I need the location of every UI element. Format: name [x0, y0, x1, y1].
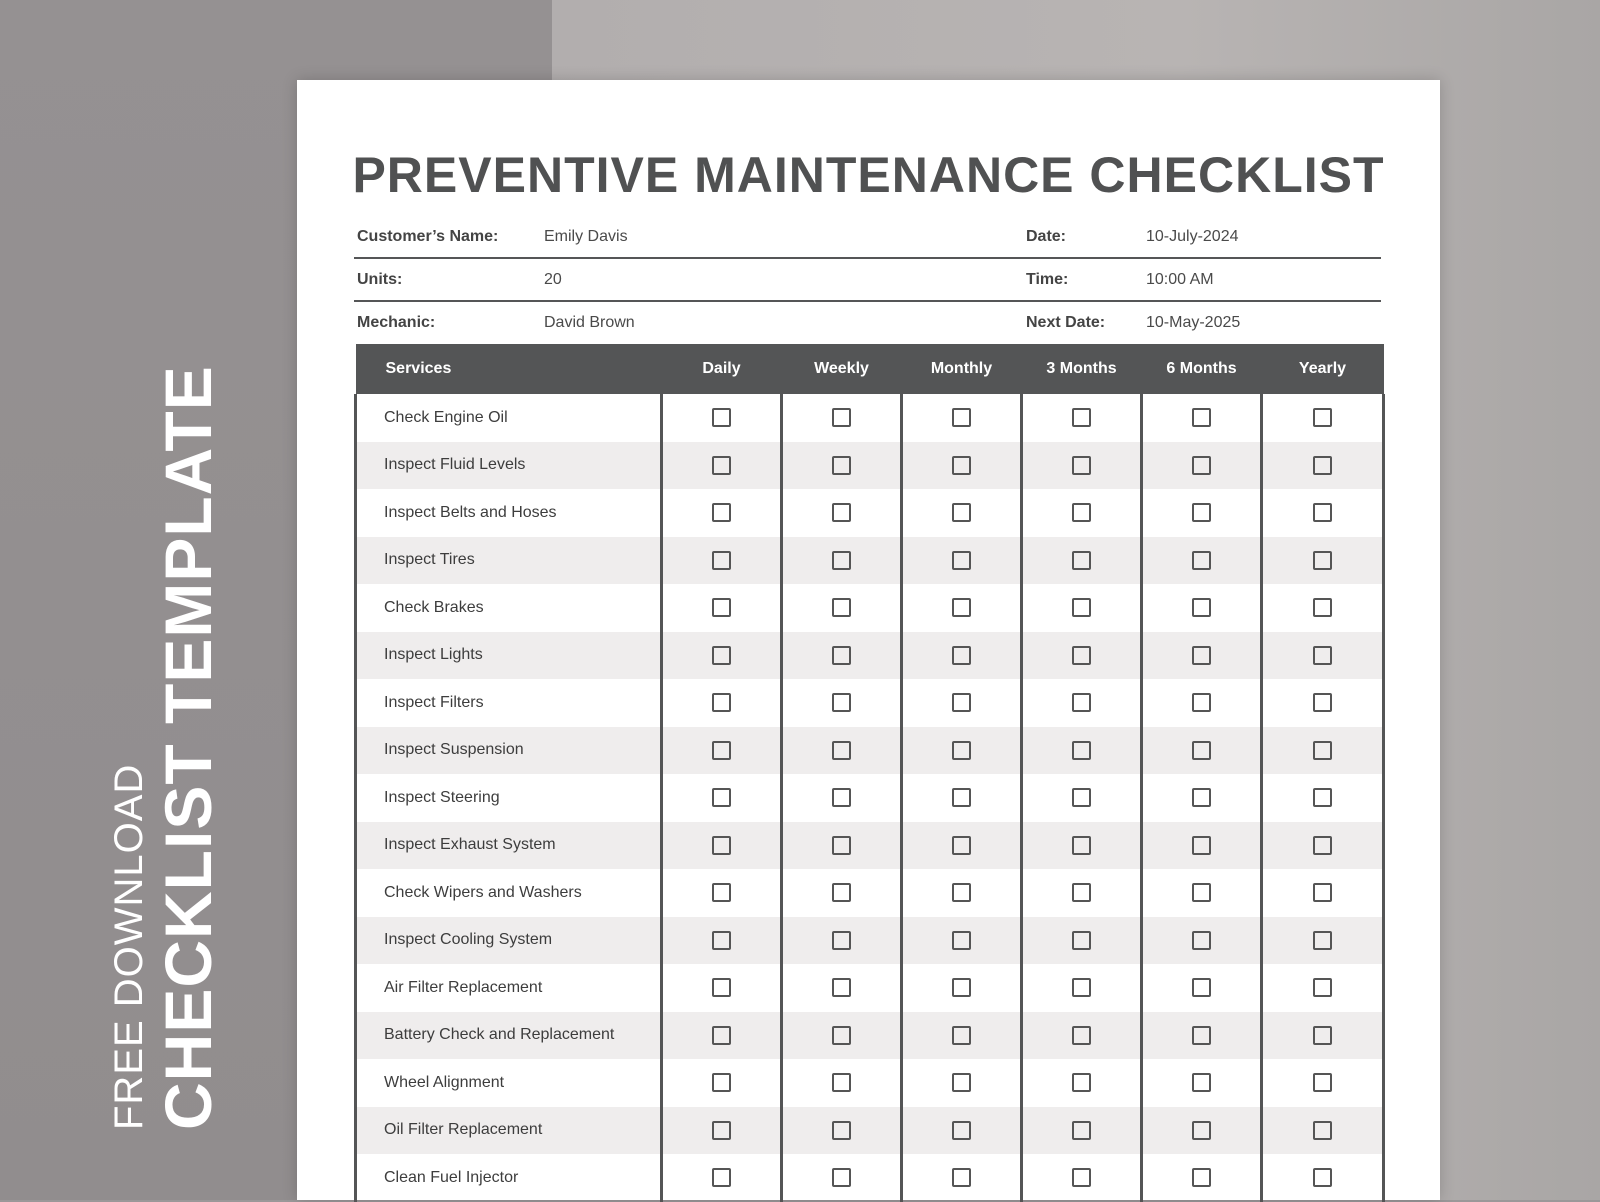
- mechanic-value: David Brown: [544, 314, 635, 331]
- cell-yearly: [1262, 537, 1384, 585]
- checkbox-daily[interactable]: [712, 598, 731, 617]
- cell-yearly: [1262, 1107, 1384, 1155]
- checkbox-6-months[interactable]: [1192, 693, 1211, 712]
- checkbox-weekly[interactable]: [832, 551, 851, 570]
- checkbox-yearly[interactable]: [1313, 693, 1332, 712]
- checkbox-weekly[interactable]: [832, 1026, 851, 1045]
- cell-yearly: [1262, 1012, 1384, 1060]
- checkbox-6-months[interactable]: [1192, 1121, 1211, 1140]
- checkbox-3-months[interactable]: [1072, 1121, 1091, 1140]
- side-banner: [105, 365, 223, 1130]
- cell-daily: [662, 822, 782, 870]
- units-label: Units:: [357, 271, 403, 288]
- cell-3-months: [1022, 917, 1142, 965]
- checkbox-daily[interactable]: [712, 931, 731, 950]
- cell-weekly: [782, 822, 902, 870]
- table-header-row: [356, 344, 1384, 394]
- cell-yearly: [1262, 394, 1384, 442]
- cell-yearly: [1262, 442, 1384, 490]
- checkbox-weekly[interactable]: [832, 788, 851, 807]
- checkbox-yearly[interactable]: [1313, 646, 1332, 665]
- side-banner-title: CHECKLIST TEMPLATE: [151, 365, 225, 1130]
- checkbox-yearly[interactable]: [1313, 1168, 1332, 1187]
- cell-daily: [662, 1154, 782, 1202]
- table-row: [356, 632, 1384, 680]
- checkbox-yearly[interactable]: [1313, 551, 1332, 570]
- checkbox-3-months[interactable]: [1072, 1073, 1091, 1092]
- table-row: [356, 774, 1384, 822]
- cell-yearly: [1262, 632, 1384, 680]
- checkbox-6-months[interactable]: [1192, 456, 1211, 475]
- cell-3-months: [1022, 1059, 1142, 1107]
- cell-3-months: [1022, 442, 1142, 490]
- cell-3-months: [1022, 679, 1142, 727]
- cell-3-months: [1022, 394, 1142, 442]
- checkbox-3-months[interactable]: [1072, 598, 1091, 617]
- checkbox-monthly[interactable]: [952, 503, 971, 522]
- cell-3-months: [1022, 537, 1142, 585]
- checkbox-3-months[interactable]: [1072, 456, 1091, 475]
- cell-3-months: [1022, 964, 1142, 1012]
- checkbox-3-months[interactable]: [1072, 1026, 1091, 1045]
- cell-6-months: [1142, 442, 1262, 490]
- cell-6-months: [1142, 1107, 1262, 1155]
- checkbox-monthly[interactable]: [952, 1073, 971, 1092]
- table-row: [356, 442, 1384, 490]
- cell-daily: [662, 774, 782, 822]
- checkbox-yearly[interactable]: [1313, 836, 1332, 855]
- checkbox-monthly[interactable]: [952, 693, 971, 712]
- cell-weekly: [782, 584, 902, 632]
- checkbox-yearly[interactable]: [1313, 978, 1332, 997]
- cell-weekly: [782, 1012, 902, 1060]
- checkbox-3-months[interactable]: [1072, 883, 1091, 902]
- checkbox-daily[interactable]: [712, 788, 731, 807]
- cell-3-months: [1022, 869, 1142, 917]
- cell-monthly: [902, 584, 1022, 632]
- cell-monthly: [902, 727, 1022, 775]
- checkbox-weekly[interactable]: [832, 408, 851, 427]
- info-section: [354, 216, 1381, 343]
- table-row: [356, 917, 1384, 965]
- service-name: Inspect Lights: [356, 632, 662, 680]
- cell-monthly: [902, 774, 1022, 822]
- service-name: Battery Check and Replacement: [356, 1012, 662, 1060]
- checkbox-weekly[interactable]: [832, 1073, 851, 1092]
- header-monthly: Monthly: [902, 344, 1022, 394]
- checkbox-yearly[interactable]: [1313, 931, 1332, 950]
- cell-weekly: [782, 727, 902, 775]
- checkbox-yearly[interactable]: [1313, 741, 1332, 760]
- service-name: Inspect Suspension: [356, 727, 662, 775]
- table-row: [356, 822, 1384, 870]
- service-name: Inspect Steering: [356, 774, 662, 822]
- cell-yearly: [1262, 679, 1384, 727]
- cell-monthly: [902, 917, 1022, 965]
- service-name: Air Filter Replacement: [356, 964, 662, 1012]
- checkbox-monthly[interactable]: [952, 646, 971, 665]
- cell-weekly: [782, 869, 902, 917]
- checkbox-6-months[interactable]: [1192, 883, 1211, 902]
- cell-weekly: [782, 489, 902, 537]
- table-row: [356, 1107, 1384, 1155]
- cell-daily: [662, 1059, 782, 1107]
- cell-daily: [662, 1012, 782, 1060]
- cell-monthly: [902, 869, 1022, 917]
- service-name: Clean Fuel Injector: [356, 1154, 662, 1202]
- checkbox-daily[interactable]: [712, 1073, 731, 1092]
- checkbox-monthly[interactable]: [952, 1121, 971, 1140]
- checkbox-6-months[interactable]: [1192, 788, 1211, 807]
- cell-weekly: [782, 394, 902, 442]
- date-value: 10-July-2024: [1146, 228, 1239, 245]
- checkbox-monthly[interactable]: [952, 551, 971, 570]
- cell-weekly: [782, 442, 902, 490]
- checkbox-yearly[interactable]: [1313, 788, 1332, 807]
- cell-6-months: [1142, 1059, 1262, 1107]
- cell-daily: [662, 394, 782, 442]
- checkbox-daily[interactable]: [712, 1121, 731, 1140]
- checkbox-3-months[interactable]: [1072, 931, 1091, 950]
- table-row: [356, 869, 1384, 917]
- customer-label: Customer’s Name:: [357, 228, 499, 245]
- checkbox-daily[interactable]: [712, 883, 731, 902]
- cell-daily: [662, 489, 782, 537]
- table-row: [356, 537, 1384, 585]
- cell-weekly: [782, 964, 902, 1012]
- checkbox-6-months[interactable]: [1192, 836, 1211, 855]
- cell-weekly: [782, 1107, 902, 1155]
- cell-3-months: [1022, 584, 1142, 632]
- cell-yearly: [1262, 822, 1384, 870]
- checkbox-daily[interactable]: [712, 1168, 731, 1187]
- checkbox-yearly[interactable]: [1313, 1073, 1332, 1092]
- checkbox-3-months[interactable]: [1072, 693, 1091, 712]
- checklist-document: [297, 80, 1440, 1200]
- service-name: Check Wipers and Washers: [356, 869, 662, 917]
- cell-weekly: [782, 774, 902, 822]
- cell-monthly: [902, 679, 1022, 727]
- checkbox-monthly[interactable]: [952, 408, 971, 427]
- cell-daily: [662, 679, 782, 727]
- checkbox-6-months[interactable]: [1192, 408, 1211, 427]
- checkbox-daily[interactable]: [712, 693, 731, 712]
- checkbox-6-months[interactable]: [1192, 1026, 1211, 1045]
- cell-monthly: [902, 1154, 1022, 1202]
- cell-daily: [662, 964, 782, 1012]
- cell-daily: [662, 442, 782, 490]
- cell-6-months: [1142, 489, 1262, 537]
- info-row-customer: [354, 216, 1381, 259]
- cell-monthly: [902, 394, 1022, 442]
- checkbox-6-months[interactable]: [1192, 741, 1211, 760]
- cell-6-months: [1142, 917, 1262, 965]
- table-row: [356, 1012, 1384, 1060]
- cell-yearly: [1262, 727, 1384, 775]
- service-name: Inspect Cooling System: [356, 917, 662, 965]
- checkbox-3-months[interactable]: [1072, 741, 1091, 760]
- cell-3-months: [1022, 1107, 1142, 1155]
- cell-3-months: [1022, 822, 1142, 870]
- checkbox-3-months[interactable]: [1072, 788, 1091, 807]
- cell-monthly: [902, 964, 1022, 1012]
- cell-daily: [662, 584, 782, 632]
- cell-daily: [662, 869, 782, 917]
- cell-weekly: [782, 1154, 902, 1202]
- cell-3-months: [1022, 1154, 1142, 1202]
- checkbox-6-months[interactable]: [1192, 551, 1211, 570]
- checkbox-monthly[interactable]: [952, 598, 971, 617]
- checkbox-yearly[interactable]: [1313, 1026, 1332, 1045]
- checkbox-monthly[interactable]: [952, 788, 971, 807]
- cell-monthly: [902, 822, 1022, 870]
- table-row: [356, 964, 1384, 1012]
- time-label: Time:: [1026, 271, 1069, 288]
- document-title: PREVENTIVE MAINTENANCE CHECKLIST: [352, 147, 1385, 203]
- checkbox-3-months[interactable]: [1072, 978, 1091, 997]
- checkbox-3-months[interactable]: [1072, 503, 1091, 522]
- checkbox-weekly[interactable]: [832, 646, 851, 665]
- checkbox-weekly[interactable]: [832, 598, 851, 617]
- cell-monthly: [902, 1059, 1022, 1107]
- cell-6-months: [1142, 679, 1262, 727]
- checkbox-yearly[interactable]: [1313, 503, 1332, 522]
- checkbox-monthly[interactable]: [952, 1026, 971, 1045]
- header-daily: Daily: [662, 344, 782, 394]
- cell-weekly: [782, 917, 902, 965]
- header-3-months: 3 Months: [1022, 344, 1142, 394]
- cell-monthly: [902, 489, 1022, 537]
- cell-weekly: [782, 537, 902, 585]
- next-date-value: 10-May-2025: [1146, 314, 1241, 331]
- mechanic-label: Mechanic:: [357, 314, 436, 331]
- checkbox-monthly[interactable]: [952, 931, 971, 950]
- checkbox-3-months[interactable]: [1072, 551, 1091, 570]
- info-row-mechanic: [354, 302, 1381, 343]
- cell-yearly: [1262, 869, 1384, 917]
- checkbox-weekly[interactable]: [832, 1168, 851, 1187]
- checkbox-weekly[interactable]: [832, 741, 851, 760]
- info-row-units: [354, 259, 1381, 302]
- checkbox-weekly[interactable]: [832, 978, 851, 997]
- checkbox-6-months[interactable]: [1192, 1073, 1211, 1092]
- service-name: Inspect Tires: [356, 537, 662, 585]
- table-row: [356, 1059, 1384, 1107]
- checkbox-daily[interactable]: [712, 551, 731, 570]
- cell-yearly: [1262, 774, 1384, 822]
- checkbox-daily[interactable]: [712, 456, 731, 475]
- checkbox-monthly[interactable]: [952, 1168, 971, 1187]
- checkbox-monthly[interactable]: [952, 836, 971, 855]
- checkbox-daily[interactable]: [712, 503, 731, 522]
- table-row: [356, 1154, 1384, 1202]
- cell-yearly: [1262, 1059, 1384, 1107]
- cell-monthly: [902, 537, 1022, 585]
- cell-yearly: [1262, 584, 1384, 632]
- service-name: Inspect Exhaust System: [356, 822, 662, 870]
- cell-6-months: [1142, 537, 1262, 585]
- cell-3-months: [1022, 1012, 1142, 1060]
- checkbox-weekly[interactable]: [832, 503, 851, 522]
- cell-monthly: [902, 632, 1022, 680]
- table-row: [356, 727, 1384, 775]
- checkbox-monthly[interactable]: [952, 978, 971, 997]
- cell-6-months: [1142, 964, 1262, 1012]
- service-name: Oil Filter Replacement: [356, 1107, 662, 1155]
- service-name: Check Engine Oil: [356, 394, 662, 442]
- cell-6-months: [1142, 774, 1262, 822]
- checkbox-3-months[interactable]: [1072, 836, 1091, 855]
- checkbox-daily[interactable]: [712, 646, 731, 665]
- checkbox-3-months[interactable]: [1072, 1168, 1091, 1187]
- header-yearly: Yearly: [1262, 344, 1384, 394]
- cell-6-months: [1142, 727, 1262, 775]
- next-date-label: Next Date:: [1026, 314, 1106, 331]
- customer-value: Emily Davis: [544, 228, 628, 245]
- cell-6-months: [1142, 822, 1262, 870]
- service-name: Wheel Alignment: [356, 1059, 662, 1107]
- checkbox-yearly[interactable]: [1313, 1121, 1332, 1140]
- cell-daily: [662, 632, 782, 680]
- table-row: [356, 489, 1384, 537]
- checkbox-weekly[interactable]: [832, 456, 851, 475]
- cell-daily: [662, 1107, 782, 1155]
- service-name: Inspect Fluid Levels: [356, 442, 662, 490]
- checkbox-3-months[interactable]: [1072, 646, 1091, 665]
- cell-monthly: [902, 1107, 1022, 1155]
- checkbox-6-months[interactable]: [1192, 503, 1211, 522]
- cell-3-months: [1022, 774, 1142, 822]
- cell-6-months: [1142, 1012, 1262, 1060]
- table-row: [356, 394, 1384, 442]
- checkbox-weekly[interactable]: [832, 1121, 851, 1140]
- checkbox-6-months[interactable]: [1192, 1168, 1211, 1187]
- time-value: 10:00 AM: [1146, 271, 1214, 288]
- cell-6-months: [1142, 584, 1262, 632]
- checkbox-monthly[interactable]: [952, 883, 971, 902]
- table-row: [356, 584, 1384, 632]
- checkbox-3-months[interactable]: [1072, 408, 1091, 427]
- checkbox-monthly[interactable]: [952, 456, 971, 475]
- checkbox-daily[interactable]: [712, 978, 731, 997]
- checkbox-daily[interactable]: [712, 1026, 731, 1045]
- units-value: 20: [544, 271, 562, 288]
- cell-weekly: [782, 632, 902, 680]
- cell-daily: [662, 537, 782, 585]
- checkbox-monthly[interactable]: [952, 741, 971, 760]
- header-weekly: Weekly: [782, 344, 902, 394]
- service-name: Inspect Belts and Hoses: [356, 489, 662, 537]
- checkbox-daily[interactable]: [712, 836, 731, 855]
- cell-yearly: [1262, 917, 1384, 965]
- checkbox-6-months[interactable]: [1192, 978, 1211, 997]
- cell-monthly: [902, 442, 1022, 490]
- service-name: Inspect Filters: [356, 679, 662, 727]
- checkbox-daily[interactable]: [712, 408, 731, 427]
- header-services: Services: [356, 344, 662, 394]
- cell-yearly: [1262, 489, 1384, 537]
- checkbox-yearly[interactable]: [1313, 598, 1332, 617]
- cell-daily: [662, 917, 782, 965]
- cell-daily: [662, 727, 782, 775]
- services-table: [354, 344, 1385, 1202]
- cell-yearly: [1262, 1154, 1384, 1202]
- cell-6-months: [1142, 869, 1262, 917]
- checkbox-6-months[interactable]: [1192, 931, 1211, 950]
- checkbox-daily[interactable]: [712, 741, 731, 760]
- checkbox-yearly[interactable]: [1313, 408, 1332, 427]
- checkbox-weekly[interactable]: [832, 836, 851, 855]
- table-row: [356, 679, 1384, 727]
- cell-yearly: [1262, 964, 1384, 1012]
- checkbox-yearly[interactable]: [1313, 456, 1332, 475]
- cell-3-months: [1022, 727, 1142, 775]
- cell-weekly: [782, 1059, 902, 1107]
- cell-6-months: [1142, 1154, 1262, 1202]
- service-name: Check Brakes: [356, 584, 662, 632]
- checkbox-weekly[interactable]: [832, 693, 851, 712]
- cell-6-months: [1142, 632, 1262, 680]
- date-label: Date:: [1026, 228, 1067, 245]
- cell-6-months: [1142, 394, 1262, 442]
- checkbox-6-months[interactable]: [1192, 646, 1211, 665]
- checkbox-yearly[interactable]: [1313, 883, 1332, 902]
- checkbox-weekly[interactable]: [832, 883, 851, 902]
- cell-monthly: [902, 1012, 1022, 1060]
- cell-3-months: [1022, 632, 1142, 680]
- cell-weekly: [782, 679, 902, 727]
- checkbox-weekly[interactable]: [832, 931, 851, 950]
- side-banner-subtitle: FREE DOWNLOAD: [107, 763, 151, 1130]
- checkbox-6-months[interactable]: [1192, 598, 1211, 617]
- header-6-months: 6 Months: [1142, 344, 1262, 394]
- cell-3-months: [1022, 489, 1142, 537]
